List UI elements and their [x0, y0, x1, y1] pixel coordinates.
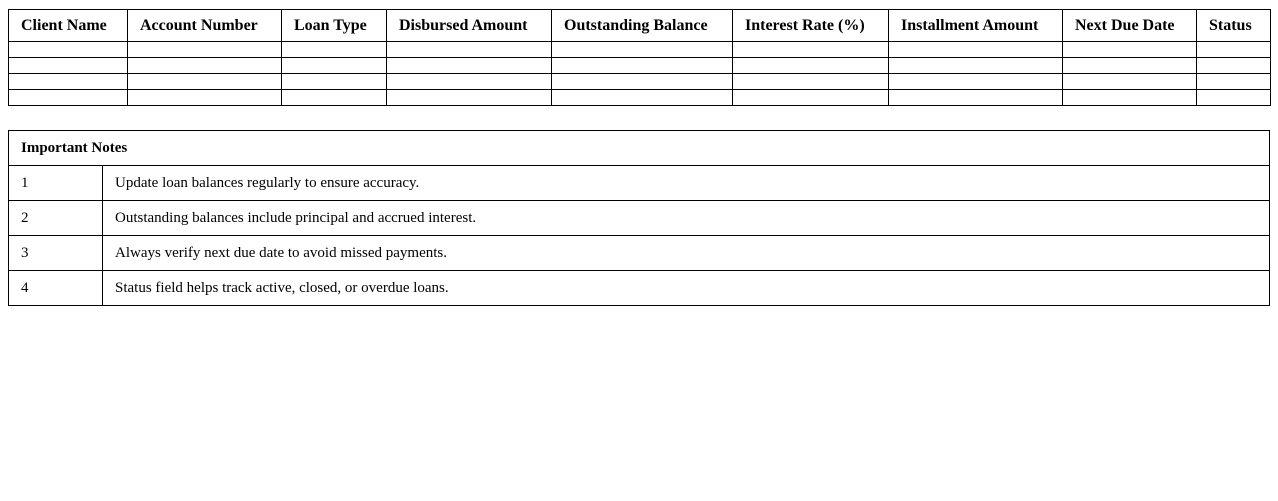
- cell-next-due-date: [1063, 42, 1197, 58]
- cell-next-due-date: [1063, 74, 1197, 90]
- cell-loan-type: [282, 74, 387, 90]
- cell-installment-amount: [889, 74, 1063, 90]
- cell-next-due-date: [1063, 90, 1197, 106]
- important-notes-table: [8, 130, 1270, 306]
- note-number: 3: [9, 236, 103, 271]
- cell-loan-type: [282, 58, 387, 74]
- list-item: [9, 201, 1270, 236]
- cell-account-number: [128, 58, 282, 74]
- cell-interest-rate: [733, 42, 889, 58]
- cell-outstanding-balance: [552, 74, 733, 90]
- header-disbursed-amount: Disbursed Amount: [387, 10, 552, 42]
- note-number: 1: [9, 166, 103, 201]
- list-item: [9, 271, 1270, 306]
- note-text: Outstanding balances include principal and accrued interest.: [103, 201, 1270, 236]
- header-next-due-date: Next Due Date: [1063, 10, 1197, 42]
- list-item: [9, 166, 1270, 201]
- cell-installment-amount: [889, 90, 1063, 106]
- table-row: [9, 42, 1271, 58]
- cell-disbursed-amount: [387, 42, 552, 58]
- note-number: 4: [9, 271, 103, 306]
- cell-outstanding-balance: [552, 90, 733, 106]
- note-text: Status field helps track active, closed, or overdue loans.: [103, 271, 1270, 306]
- cell-loan-type: [282, 42, 387, 58]
- header-interest-rate: Interest Rate (%): [733, 10, 889, 42]
- cell-interest-rate: [733, 74, 889, 90]
- header-account-number: Account Number: [128, 10, 282, 42]
- cell-outstanding-balance: [552, 58, 733, 74]
- notes-title: Important Notes: [9, 131, 1270, 166]
- header-outstanding-balance: Outstanding Balance: [552, 10, 733, 42]
- cell-installment-amount: [889, 58, 1063, 74]
- header-installment-amount: Installment Amount: [889, 10, 1063, 42]
- cell-status: [1197, 58, 1271, 74]
- loan-table-header-row: [9, 10, 1271, 42]
- cell-interest-rate: [733, 90, 889, 106]
- cell-disbursed-amount: [387, 90, 552, 106]
- header-client-name: Client Name: [9, 10, 128, 42]
- table-row: [9, 90, 1271, 106]
- cell-account-number: [128, 74, 282, 90]
- cell-disbursed-amount: [387, 58, 552, 74]
- loan-records-table: [8, 9, 1271, 106]
- cell-outstanding-balance: [552, 42, 733, 58]
- list-item: [9, 236, 1270, 271]
- note-number: 2: [9, 201, 103, 236]
- cell-client-name: [9, 74, 128, 90]
- table-row: [9, 58, 1271, 74]
- note-text: Always verify next due date to avoid missed payments.: [103, 236, 1270, 271]
- cell-next-due-date: [1063, 58, 1197, 74]
- cell-client-name: [9, 42, 128, 58]
- cell-loan-type: [282, 90, 387, 106]
- cell-interest-rate: [733, 58, 889, 74]
- cell-status: [1197, 42, 1271, 58]
- cell-status: [1197, 90, 1271, 106]
- header-status: Status: [1197, 10, 1271, 42]
- cell-client-name: [9, 90, 128, 106]
- cell-installment-amount: [889, 42, 1063, 58]
- note-text: Update loan balances regularly to ensure accuracy.: [103, 166, 1270, 201]
- notes-header-row: [9, 131, 1270, 166]
- cell-client-name: [9, 58, 128, 74]
- cell-account-number: [128, 90, 282, 106]
- cell-status: [1197, 74, 1271, 90]
- header-loan-type: Loan Type: [282, 10, 387, 42]
- cell-account-number: [128, 42, 282, 58]
- cell-disbursed-amount: [387, 74, 552, 90]
- table-row: [9, 74, 1271, 90]
